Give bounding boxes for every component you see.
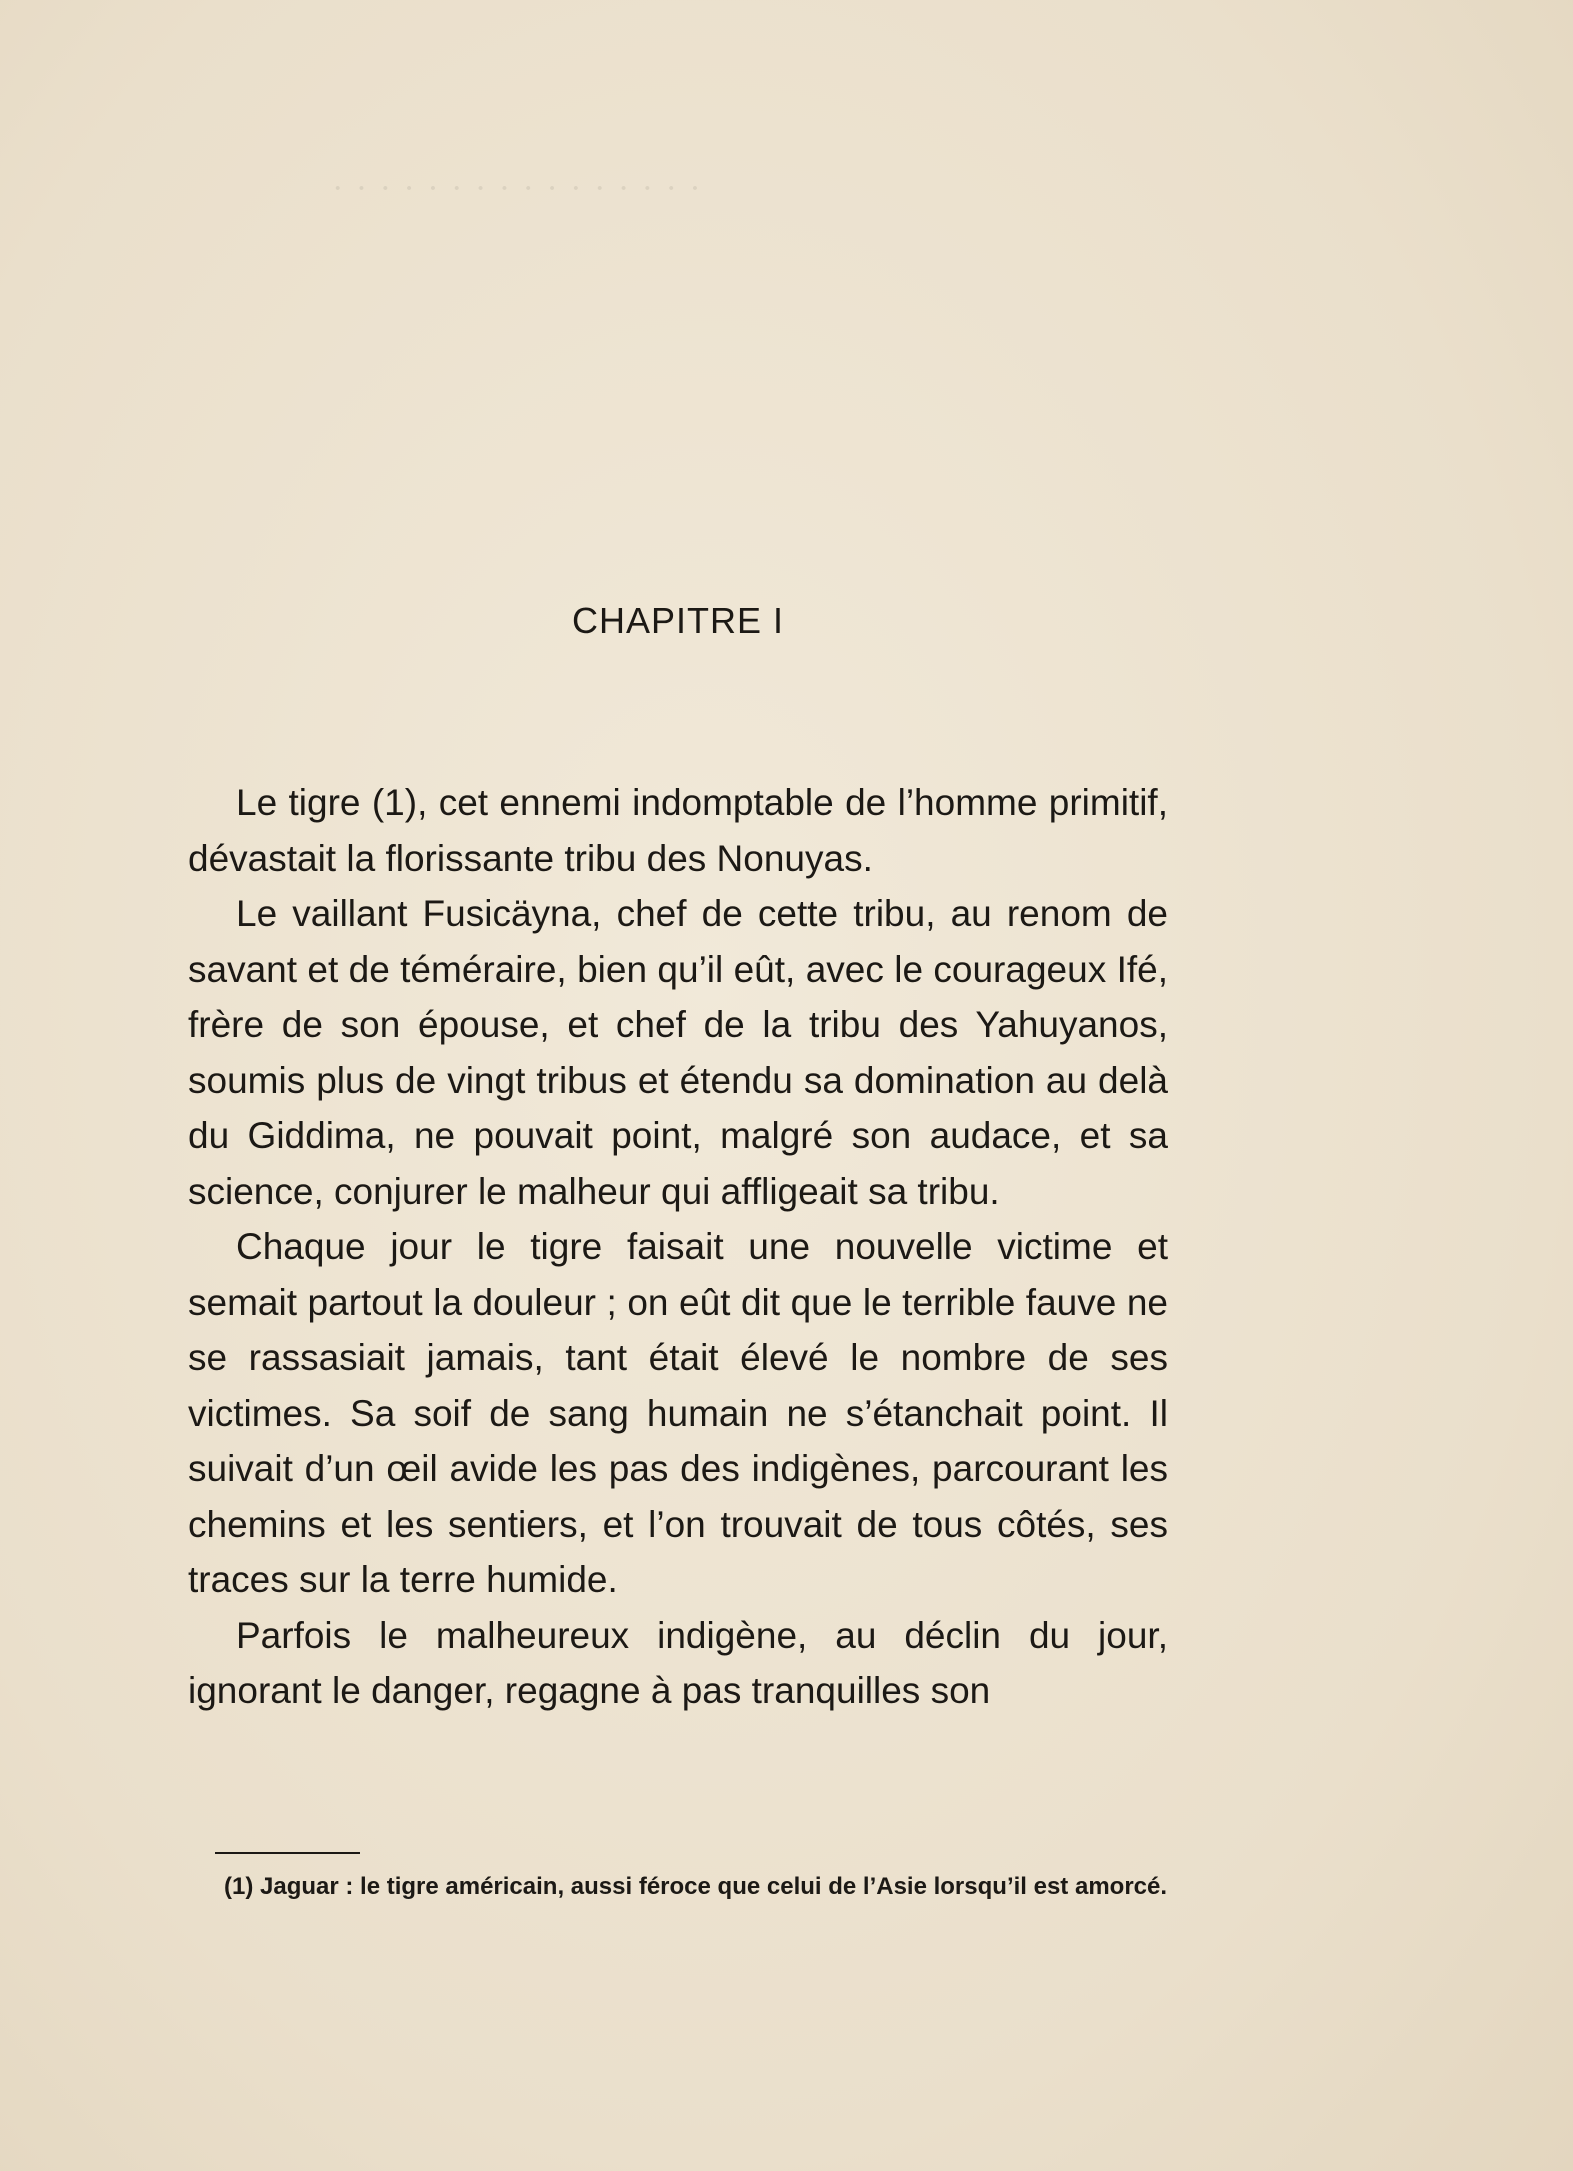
chapter-body [188, 775, 1168, 1719]
footnote: (1) Jaguar : le tigre américain, aussi féroce que celui de l’Asie lorsqu’il est amorcé. [224, 1873, 1168, 1900]
paragraph: Parfois le malheureux indigène, au déclin du jour, ignorant le danger, regagne à pas tranquilles son [188, 1614, 1168, 1711]
paragraph: Chaque jour le tigre faisait une nouvelle victime et semait partout la douleur ; on eût dit que le terrible fauve ne se rassasiait jamais, tant était élevé le nombre de ses victimes. Sa soif de sang humain ne s’étanchait point. Il suivait d’un œil avide les pas des indigènes, parcourant les chemins et les sentiers, et l’on trouvait de tous côtés, ses traces sur la terre humide. [188, 1226, 1168, 1600]
paragraph: Le vaillant Fusicäyna, chef de cette tribu, au renom de savant et de téméraire, bien qu’il eût, avec le courageux Ifé, frère de son épouse, et chef de la tribu des Yahuyanos, soumis plus de vingt tribus et étendu sa domination au delà du Giddima, ne pouvait point, malgré son audace, et sa science, conjurer le malheur qui affligeait sa tribu. [188, 893, 1168, 1212]
footnote-divider [215, 1852, 360, 1854]
paragraph: Le tigre (1), cet ennemi indomptable de l’homme primitif, dévastait la florissante tribu des Nonuyas. [188, 782, 1168, 879]
bleed-through-text: · · · · · · · · · · · · · · · · [330, 170, 701, 207]
chapter-heading: CHAPITRE I [571, 600, 785, 641]
